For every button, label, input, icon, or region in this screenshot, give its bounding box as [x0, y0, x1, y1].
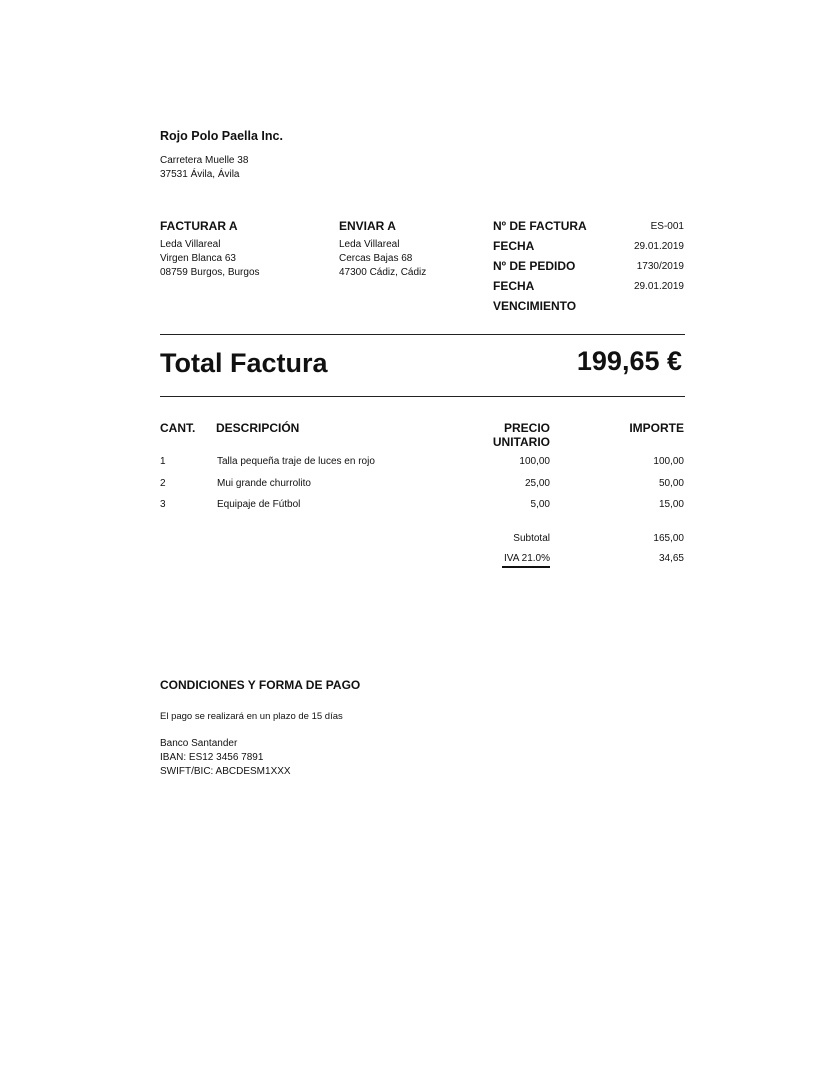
subtotal-label: Subtotal [513, 533, 550, 544]
bank-swift: SWIFT/BIC: ABCDESM1XXX [160, 766, 291, 777]
unit-price-column-header [493, 421, 550, 449]
row-description: Equipaje de Fútbol [217, 499, 301, 510]
row-unit-price: 100,00 [519, 456, 550, 467]
ship-to-heading: ENVIAR A [339, 219, 396, 233]
tax-value: 34,65 [658, 553, 684, 564]
invoice-number-label: Nº DE FACTURA [493, 219, 587, 233]
ship-to-name: Leda Villareal [339, 239, 400, 250]
amount-column-header: IMPORTE [629, 421, 684, 435]
terms-heading: CONDICIONES Y FORMA DE PAGO [160, 678, 361, 692]
total-value: 199,65 € [576, 346, 682, 376]
description-column-header: DESCRIPCIÓN [216, 421, 300, 435]
ship-to-street: Cercas Bajas 68 [339, 253, 413, 264]
row-qty: 2 [160, 478, 166, 489]
company-address [160, 154, 248, 182]
row-description: Mui grande churrolito [217, 478, 311, 489]
due-date-label-line2: VENCIMIENTO [493, 299, 577, 313]
row-unit-price: 5,00 [530, 499, 550, 510]
bank-iban: IBAN: ES12 3456 7891 [160, 752, 264, 763]
unit-price-header-line2: UNITARIO [492, 435, 550, 449]
row-qty: 1 [160, 456, 166, 467]
row-qty: 3 [160, 499, 166, 510]
due-date-value: 29.01.2019 [633, 281, 684, 292]
row-amount: 100,00 [653, 456, 684, 467]
order-number-label: Nº DE PEDIDO [493, 259, 576, 273]
unit-price-header-line1: PRECIO [503, 421, 550, 435]
subtotal-value: 165,00 [653, 533, 684, 544]
company-address-line2: 37531 Ávila, Ávila [160, 169, 240, 180]
ship-to-address [339, 238, 426, 280]
bottom-divider [160, 396, 685, 397]
bill-to-city: 08759 Burgos, Burgos [160, 267, 260, 278]
row-amount: 50,00 [658, 478, 684, 489]
company-name: Rojo Polo Paella Inc. [160, 129, 283, 143]
row-amount: 15,00 [658, 499, 684, 510]
row-description: Talla pequeña traje de luces en rojo [217, 456, 375, 467]
tax-label-underline [502, 566, 550, 568]
qty-column-header: CANT. [160, 421, 196, 435]
date-value: 29.01.2019 [633, 241, 684, 252]
bank-name: Banco Santander [160, 738, 238, 749]
order-number-value: 1730/2019 [636, 261, 684, 272]
due-date-label-line1: FECHA [493, 279, 535, 293]
date-label: FECHA [493, 239, 535, 253]
bill-to-address [160, 238, 260, 280]
bill-to-heading: FACTURAR A [160, 219, 238, 233]
row-unit-price: 25,00 [524, 478, 550, 489]
top-divider [160, 334, 685, 335]
terms-text: El pago se realizará en un plazo de 15 días [160, 711, 343, 722]
ship-to-city: 47300 Cádiz, Cádiz [339, 267, 427, 278]
company-address-line1: Carretera Muelle 38 [160, 155, 249, 166]
total-label: Total Factura [160, 348, 328, 378]
bank-details [160, 737, 291, 779]
invoice-number-value: ES-001 [650, 221, 684, 232]
tax-label: IVA 21.0% [504, 553, 550, 564]
bill-to-street: Virgen Blanca 63 [160, 253, 236, 264]
bill-to-name: Leda Villareal [160, 239, 221, 250]
